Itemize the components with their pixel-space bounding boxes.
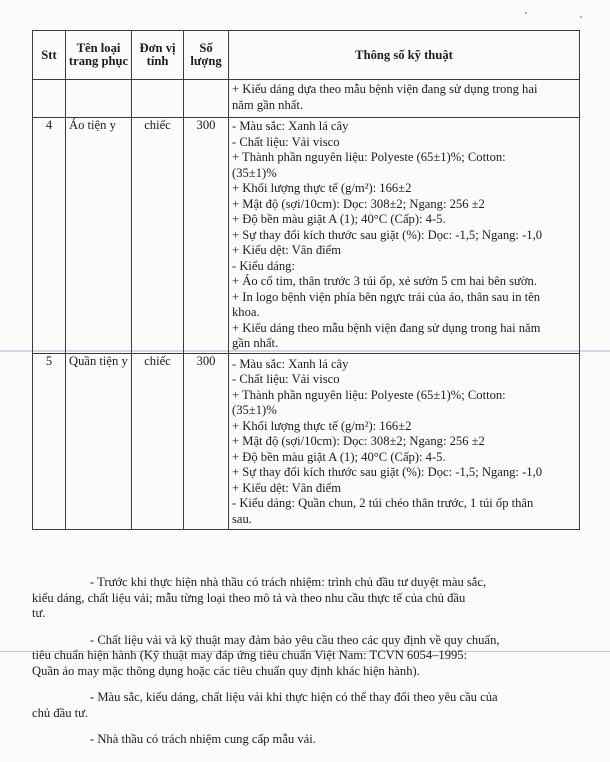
spec-line: - Chất liệu: Vải visco [232, 372, 340, 386]
note-paragraph [90, 732, 556, 748]
spec-line: - Chất liệu: Vải visco [232, 134, 340, 149]
note-line: tiêu chuẩn hiện hành (Kỹ thuật may đáp ứng tiêu chuẩn Việt Nam: TCVN 6054–1995: [32, 648, 468, 662]
note-line: - Nhà thầu có trách nhiệm cung cấp mẫu vải. [90, 732, 316, 746]
row-unit: chiếc [132, 353, 184, 530]
scan-speck [525, 12, 527, 14]
spec-line: + Mật độ (sợi/10cm): Dọc: 308±2; Ngang: 256 ±2 [232, 196, 485, 211]
row-stt: 4 [33, 118, 66, 354]
spec-line: + Thành phần nguyên liệu: Polyeste (65±1)%; Cotton: [232, 387, 506, 402]
spec-line: gần nhất. [232, 336, 279, 350]
header-specifications: Thông số kỹ thuật [229, 31, 580, 80]
spec-line: + Độ bền màu giặt A (1); 40°C (Cấp): 4-5. [232, 212, 446, 226]
spec-line: + Mật độ (sợi/10cm): Dọc: 308±2; Ngang: 256 ±2 [232, 434, 485, 448]
spec-line: + In logo bệnh viện phía bên ngực trái của áo, thân sau in tên [232, 289, 541, 304]
header-unit: Đơn vị tính [132, 31, 184, 80]
spec-line: - Kiểu dáng: Quần chun, 2 túi chéo thân trước, 1 túi ốp thân [232, 496, 534, 510]
note-line: - Màu sắc, kiểu dáng, chất liệu vải khi thực hiện có thể thay đổi theo yêu cầu của [90, 690, 498, 704]
note-line: Quần áo may mặc thông dụng hoặc các tiêu chuẩn quy định khác hiện hành). [32, 663, 420, 678]
specification-table [32, 30, 580, 530]
table-row [33, 118, 580, 354]
row-specs [229, 353, 580, 530]
spec-line: + Kiểu dệt: Vân điểm [232, 243, 341, 257]
header-garment-type: Tên loại trang phục [66, 31, 132, 80]
spec-line: + Áo cổ tim, thân trước 3 túi ốp, xẻ sườn 5 cm hai bên sườn. [232, 274, 537, 288]
spec-line: - Kiểu dáng: [232, 258, 295, 273]
note-line: kiểu dáng, chất liệu vải; mẫu từng loại theo mô tả và theo nhu cầu thực tế của chủ đầu [32, 590, 466, 605]
note-paragraph [32, 575, 556, 622]
row-stt: 5 [33, 353, 66, 530]
table-row-continuation [33, 80, 580, 118]
spec-line: + Sự thay đổi kích thước sau giặt (%): Dọc: -1,5; Ngang: -1,0 [232, 465, 543, 479]
spec-line: + Thành phần nguyên liệu: Polyeste (65±1)%; Cotton: [232, 150, 506, 164]
note-paragraph [32, 690, 556, 721]
table-header-row [33, 31, 580, 80]
header-quantity: Số lượng [184, 31, 229, 80]
note-paragraph [32, 632, 556, 680]
spec-line: + Kiểu dáng theo mẫu bệnh viện đang sử dụng trong hai năm [232, 320, 541, 335]
spec-line: + Độ bền màu giặt A (1); 40°C (Cấp): 4-5. [232, 449, 446, 464]
row-quantity: 300 [184, 353, 229, 530]
spec-line: + Kiểu dáng dựa theo mẫu bệnh viện đang sử dụng trong hai [232, 82, 538, 96]
spec-line: (35±1)% [232, 165, 277, 180]
header-stt: Stt [33, 31, 66, 80]
spec-line: + Sự thay đổi kích thước sau giặt (%): Dọc: -1,5; Ngang: -1,0 [232, 227, 543, 242]
scan-speck [580, 16, 582, 18]
spec-line: - Màu sắc: Xanh lá cây [232, 356, 349, 371]
spec-line: - Màu sắc: Xanh lá cây [232, 119, 349, 133]
row-unit: chiếc [132, 118, 184, 354]
spec-line: + Kiểu dệt: Vân điểm [232, 480, 341, 495]
spec-line: + Khối lượng thực tế (g/m²): 166±2 [232, 181, 412, 195]
spec-line: sau. [232, 511, 252, 526]
row-quantity: 300 [184, 118, 229, 354]
note-line: chủ đầu tư. [32, 705, 89, 720]
spec-line: (35±1)% [232, 403, 277, 417]
note-line: - Trước khi thực hiện nhà thầu có trách nhiệm: trình chủ đầu tư duyệt màu sắc, [90, 575, 487, 589]
table-row [33, 353, 580, 530]
notes-section [32, 575, 556, 759]
note-line: - Chất liệu vải và kỹ thuật may đảm bảo yêu cầu theo các quy định về quy chuẩn, [90, 632, 500, 647]
spec-line: khoa. [232, 305, 260, 319]
spec-line: năm gần nhất. [232, 97, 303, 112]
row-garment-name: Quần tiện y [66, 353, 132, 530]
row-specs [229, 118, 580, 354]
continuation-specs [229, 80, 580, 118]
row-garment-name: Áo tiện y [66, 118, 132, 354]
note-line: tư. [32, 606, 46, 620]
spec-line: + Khối lượng thực tế (g/m²): 166±2 [232, 418, 412, 433]
